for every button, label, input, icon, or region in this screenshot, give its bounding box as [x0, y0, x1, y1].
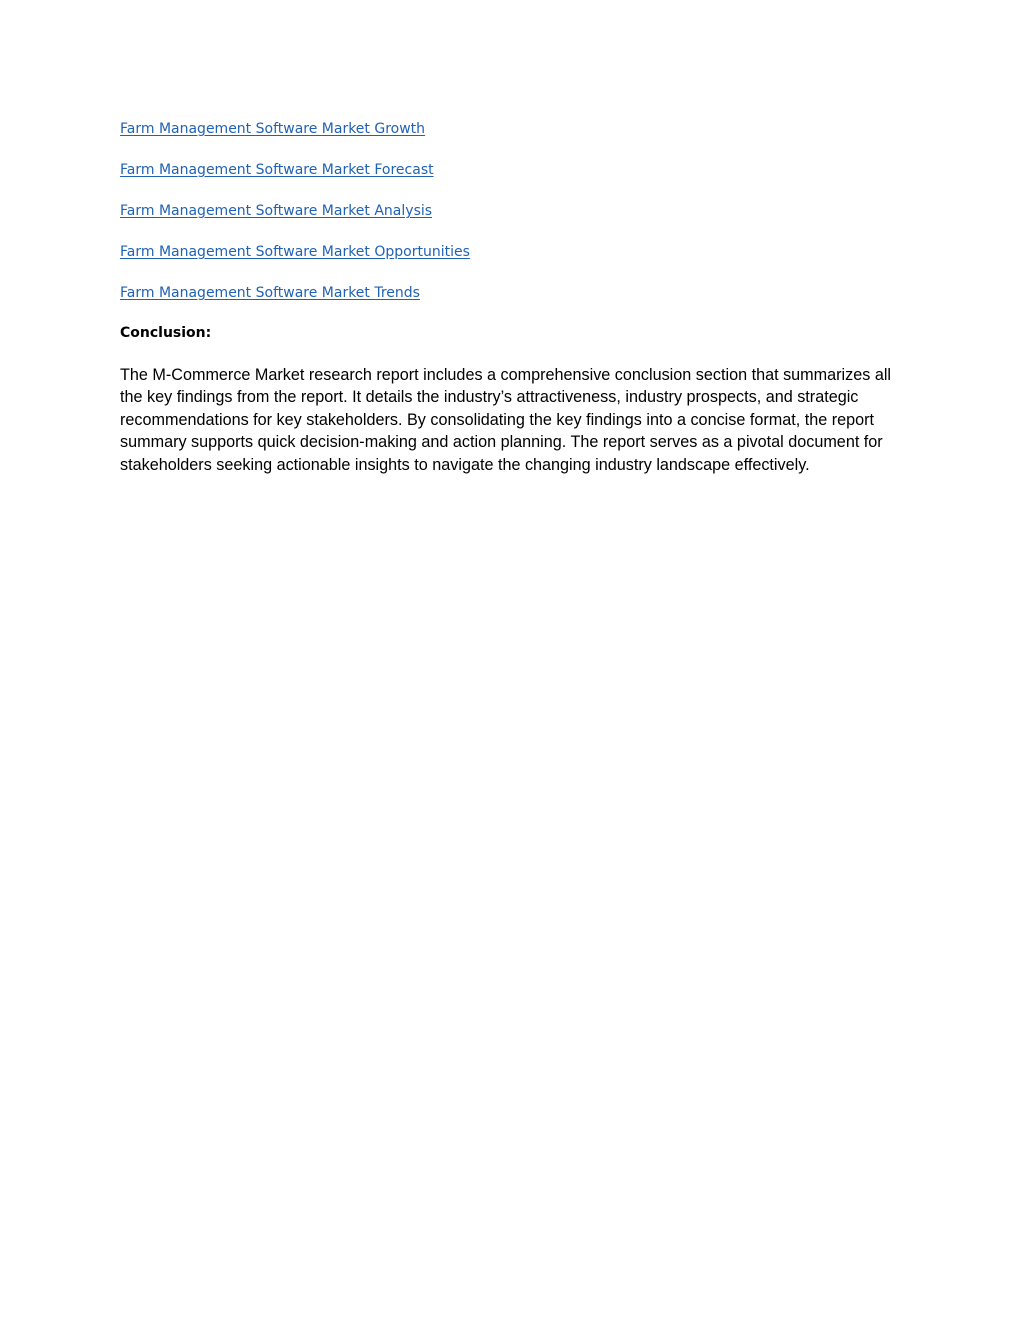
- link-market-growth[interactable]: Farm Management Software Market Growth: [120, 121, 426, 137]
- list-item: [120, 283, 920, 324]
- conclusion-paragraph: The M-Commerce Market research report includes a comprehensive conclusion section that summarizes all the key findings from the report. It details the industry’s attractiveness, industry prospects, and strategic recommendations for key stakeholders. By consolidating the key findings into a concise format, the report summary supports quick decision-making and action planning. The report serves as a pivotal document for stakeholders seeking actionable insights to navigate the changing industry landscape effectively.: [120, 366, 892, 474]
- link-market-opportunities[interactable]: Farm Management Software Market Opportunities: [120, 244, 470, 260]
- conclusion-heading: Conclusion:: [120, 325, 212, 341]
- list-item: [120, 160, 920, 201]
- link-market-analysis[interactable]: Farm Management Software Market Analysis: [120, 203, 433, 219]
- related-links-list: [120, 119, 920, 324]
- list-item: [120, 201, 920, 242]
- list-item: [120, 242, 920, 283]
- link-market-trends[interactable]: Farm Management Software Market Trends: [120, 285, 420, 301]
- list-item: [120, 119, 920, 160]
- link-market-forecast[interactable]: Farm Management Software Market Forecast: [120, 162, 434, 178]
